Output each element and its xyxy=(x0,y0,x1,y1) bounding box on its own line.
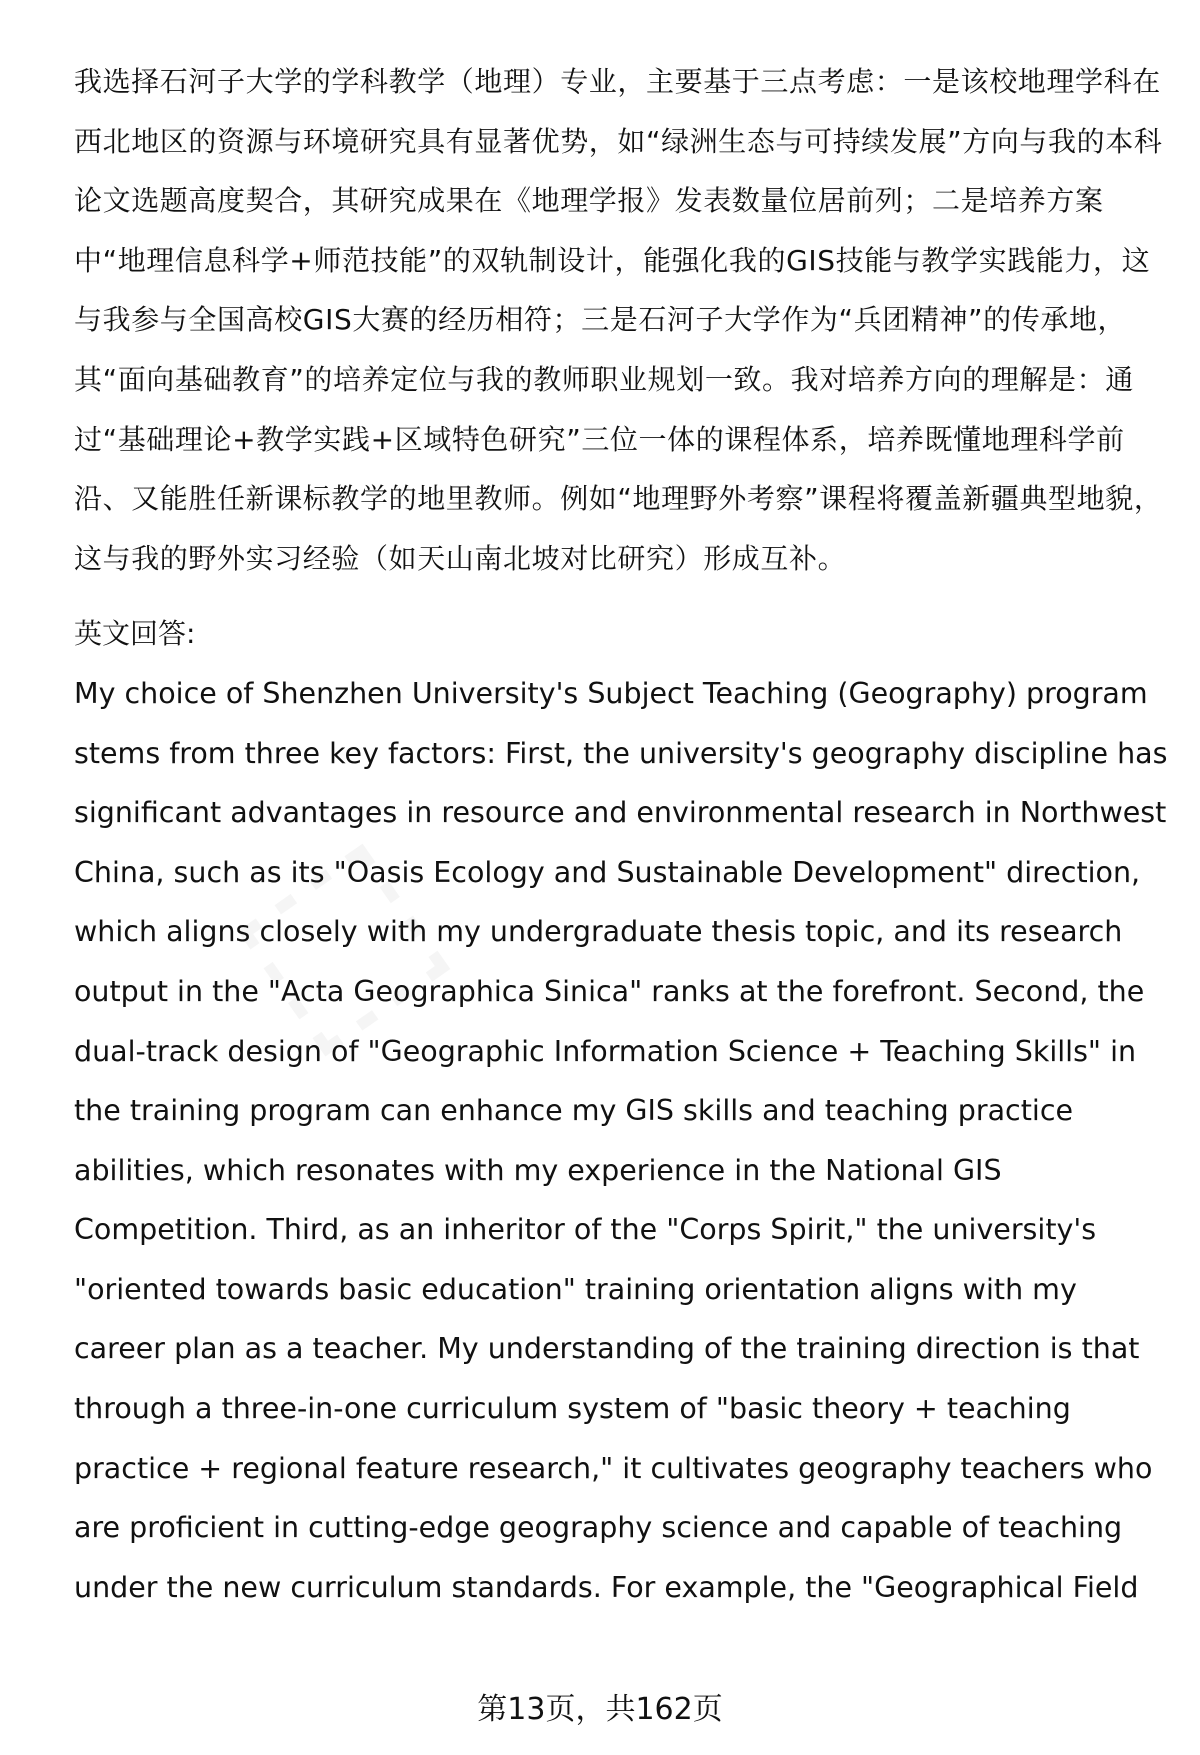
chinese-answer-paragraph: 我选择石河子大学的学科教学（地理）专业，主要基于三点考虑：一是该校地理学科在西北地区的资源与环境研究具有显著优势，如“绿洲生态与可持续发展”方向与我的本科论文选题高度契合，其研究成果在《地理学报》发表数量位居前列；二是培养方案中“地理信息科学+师范技能”的双轨制设计，能强化我的GIS技能与教学实践能力，这与我参与全国高校GIS大赛的经历相符；三是石河子大学作为“兵团精神”的传承地，其“面向基础教育”的培养定位与我的教师职业规划一致。我对培养方向的理解是：通过“基础理论+教学实践+区域特色研究”三位一体的课程体系，培养既懂地理科学前沿、又能胜任新课标教学的地里教师。例如“地理野外考察”课程将覆盖新疆典型地貌，这与我的野外实习经验（如天山南北坡对比研究）形成互补。 xyxy=(74,65,1163,575)
english-answer-label: 英文回答: xyxy=(74,617,196,651)
document-page xyxy=(74,52,1174,1617)
english-answer-paragraph: My choice of Shenzhen University's Subject Teaching (Geography) program stems from three key factors: First, the university's geography discipline has significant advantages in resource and environmental research in Northwest China, such as its "Oasis Ecology and Sustainable Development" direction, which aligns closely with my undergraduate thesis topic, and its research output in the "Acta Geographica Sinica" ranks at the forefront. Second, the dual-track design of "Geographic Information Science + Teaching Skills" in the training program can enhance my GIS skills and teaching practice abilities, which resonates with my experience in the National GIS Competition. Third, as an inheritor of the "Corps Spirit," the university's "oriented towards basic education" training orientation aligns with my career plan as a teacher. My understanding of the training direction is that through a three-in-one curriculum system of "basic theory + teaching practice + regional feature research," it cultivates geography teachers who are proficient in cutting-edge geography science and capable of teaching under the new curriculum standards. For example, the "Geographical Field xyxy=(74,676,1168,1604)
page-number-footer: 第13页，共162页 xyxy=(477,1692,723,1727)
